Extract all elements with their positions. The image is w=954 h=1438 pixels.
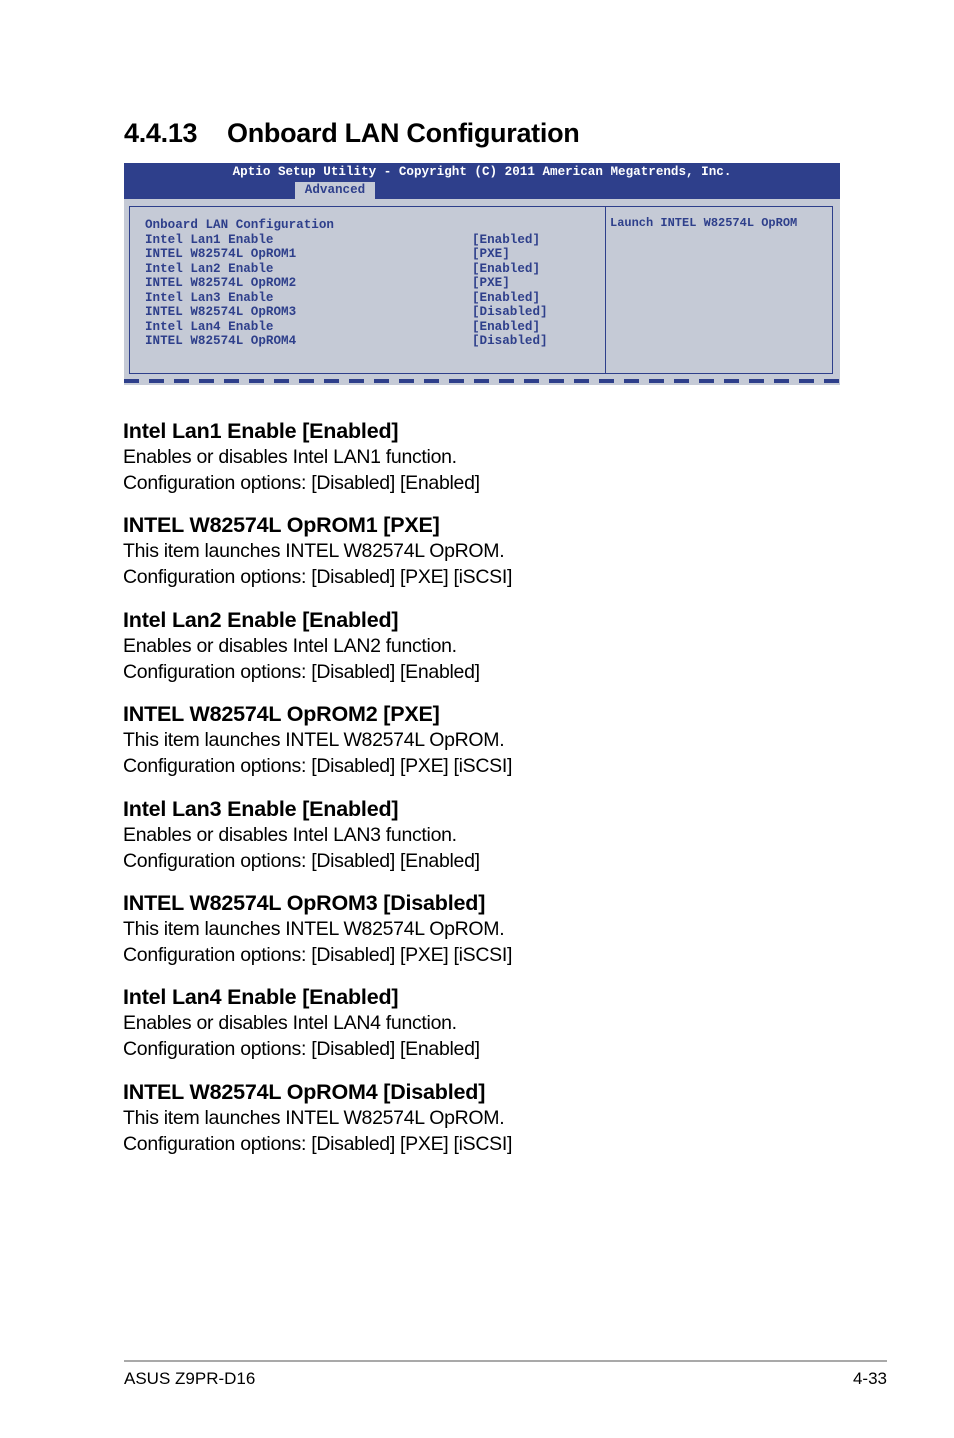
bios-item-value[interactable]: [Enabled] (472, 261, 541, 276)
bios-item-value[interactable]: [Disabled] (472, 305, 548, 319)
footer-product: ASUS Z9PR-D16 (124, 1369, 256, 1388)
desc-oprom4 (123, 1079, 823, 1157)
bios-item-oprom2[interactable] (145, 276, 605, 290)
desc-options: Configuration options: [Disabled] [PXE] [iSCSI] (123, 944, 513, 966)
bios-screen (124, 163, 840, 385)
desc-options: Configuration options: [Disabled] [Enabled] (123, 472, 480, 494)
bios-item-value[interactable]: [Enabled] (472, 290, 541, 305)
bios-item-value[interactable]: [PXE] (472, 247, 510, 261)
footer-divider (124, 1360, 887, 1362)
desc-oprom3 (123, 890, 823, 968)
bios-item-lan2-enable[interactable] (145, 262, 605, 276)
desc-oprom1 (123, 512, 823, 590)
section-title-text: Onboard LAN Configuration (227, 118, 580, 148)
desc-options: Configuration options: [Disabled] [Enabled] (123, 1038, 480, 1060)
desc-text: Enables or disables Intel LAN4 function. (123, 1012, 457, 1034)
bios-item-label: INTEL W82574L OpROM3 (145, 305, 297, 319)
desc-options: Configuration options: [Disabled] [PXE] [iSCSI] (123, 755, 513, 777)
section-number: 4.4.13 (124, 118, 198, 148)
bios-heading (145, 218, 605, 232)
bios-panel (129, 206, 833, 374)
desc-title: Intel Lan2 Enable [Enabled] (123, 608, 399, 632)
desc-oprom2 (123, 701, 823, 779)
bios-item-oprom3[interactable] (145, 305, 605, 319)
desc-title: INTEL W82574L OpROM3 [Disabled] (123, 891, 486, 915)
bios-item-label: INTEL W82574L OpROM1 (145, 247, 297, 261)
bios-item-value[interactable]: [Enabled] (472, 319, 541, 334)
bios-item-label: INTEL W82574L OpROM4 (145, 334, 297, 348)
bios-item-lan1-enable[interactable] (145, 233, 605, 247)
bios-header (124, 163, 840, 199)
bios-dashed-border (124, 379, 840, 383)
desc-text: This item launches INTEL W82574L OpROM. (123, 540, 505, 562)
bios-item-label: Intel Lan3 Enable (145, 290, 274, 305)
desc-lan1-enable (123, 418, 823, 496)
bios-item-label: Intel Lan1 Enable (145, 232, 274, 247)
desc-lan2-enable (123, 607, 823, 685)
desc-options: Configuration options: [Disabled] [Enabled] (123, 661, 480, 683)
desc-title: INTEL W82574L OpROM1 [PXE] (123, 513, 440, 537)
desc-text: This item launches INTEL W82574L OpROM. (123, 1107, 505, 1129)
bios-item-label: INTEL W82574L OpROM2 (145, 276, 297, 290)
bios-item-value[interactable]: [Disabled] (472, 334, 548, 348)
desc-text: Enables or disables Intel LAN3 function. (123, 824, 457, 846)
desc-text: Enables or disables Intel LAN2 function. (123, 635, 457, 657)
bios-item-oprom4[interactable] (145, 334, 605, 348)
desc-title: INTEL W82574L OpROM4 [Disabled] (123, 1080, 486, 1104)
bios-item-value[interactable]: [Enabled] (472, 232, 541, 247)
section-title (124, 118, 579, 149)
bios-item-lan4-enable[interactable] (145, 320, 605, 334)
desc-title: Intel Lan4 Enable [Enabled] (123, 985, 399, 1009)
footer-page-number: 4-33 (852, 1369, 887, 1388)
bios-divider (605, 207, 606, 373)
desc-text: This item launches INTEL W82574L OpROM. (123, 729, 505, 751)
bios-title: Aptio Setup Utility - Copyright (C) 2011 American Megatrends, Inc. (232, 165, 732, 179)
desc-title: Intel Lan1 Enable [Enabled] (123, 419, 399, 443)
desc-options: Configuration options: [Disabled] [PXE] [iSCSI] (123, 566, 513, 588)
desc-lan3-enable (123, 796, 823, 874)
bios-item-lan3-enable[interactable] (145, 291, 605, 305)
desc-options: Configuration options: [Disabled] [PXE] [iSCSI] (123, 1133, 513, 1155)
desc-title: INTEL W82574L OpROM2 [PXE] (123, 702, 440, 726)
bios-item-label: Intel Lan4 Enable (145, 319, 274, 334)
desc-title: Intel Lan3 Enable [Enabled] (123, 797, 399, 821)
desc-options: Configuration options: [Disabled] [Enabled] (123, 850, 480, 872)
bios-item-value[interactable]: [PXE] (472, 276, 510, 290)
bios-item-label: Intel Lan2 Enable (145, 261, 274, 276)
tab-advanced[interactable]: Advanced (295, 182, 375, 199)
bios-heading-label: Onboard LAN Configuration (145, 218, 334, 232)
desc-text: This item launches INTEL W82574L OpROM. (123, 918, 505, 940)
bios-help-text: Launch INTEL W82574L OpROM (610, 216, 798, 230)
desc-text: Enables or disables Intel LAN1 function. (123, 446, 457, 468)
desc-lan4-enable (123, 984, 823, 1062)
bios-item-oprom1[interactable] (145, 247, 605, 261)
